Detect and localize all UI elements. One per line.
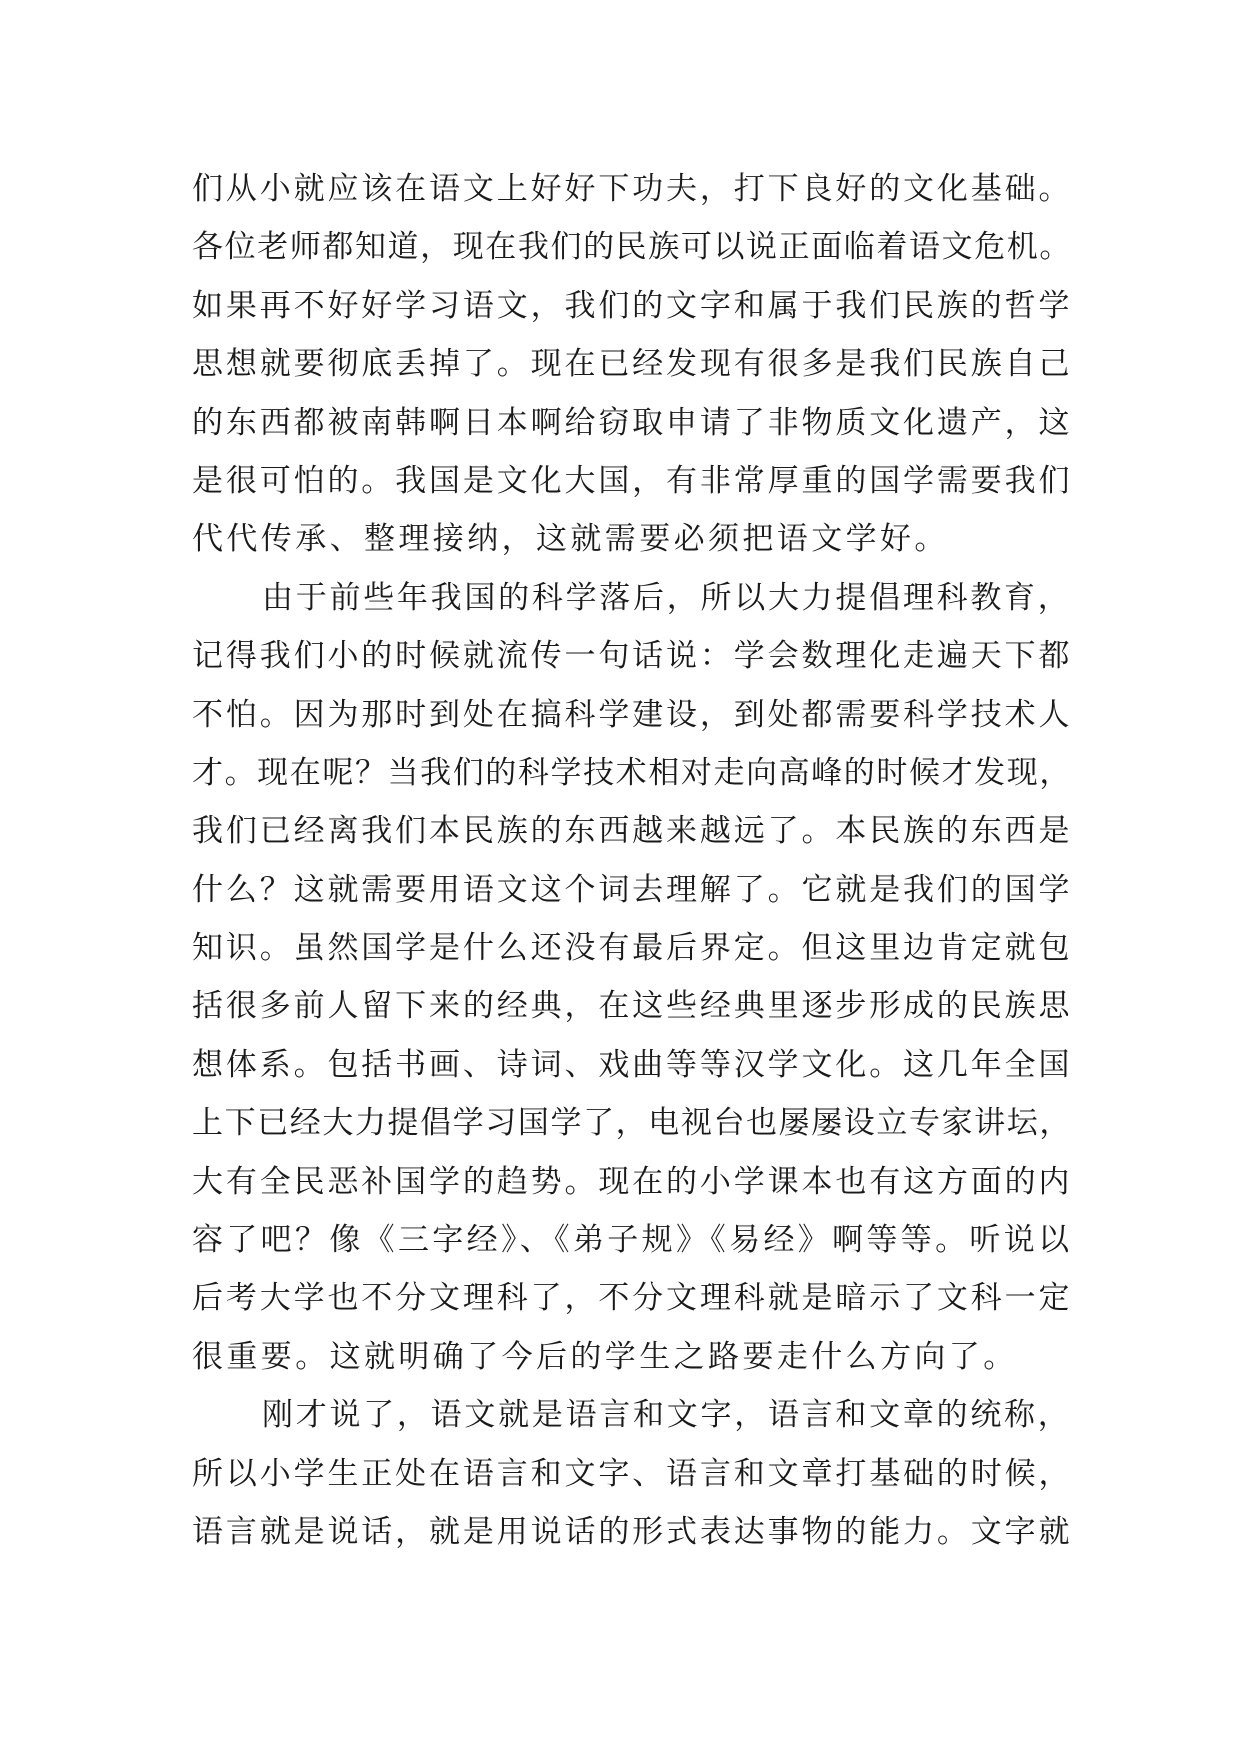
text-line: 各位老师都知道，现在我们的民族可以说正面临着语文危机。 bbox=[192, 229, 1072, 266]
text-line: 思想就要彻底丢掉了。现在已经发现有很多是我们民族自己 bbox=[192, 346, 1073, 383]
text-line: 的东西都被南韩啊日本啊给窃取申请了非物质文化遗产，这 bbox=[192, 404, 1073, 441]
paragraph-first-line: 刚才说了，语文就是语言和文字，语言和文章的统称， bbox=[262, 1397, 1072, 1434]
text-line: 括很多前人留下来的经典，在这些经典里逐步形成的民族思 bbox=[192, 988, 1073, 1025]
text-line: 代代传承、整理接纳，这就需要必须把语文学好。 bbox=[192, 521, 949, 558]
text-line: 后考大学也不分文理科了，不分文理科就是暗示了文科一定 bbox=[192, 1280, 1073, 1317]
text-line: 很重要。这就明确了今后的学生之路要走什么方向了。 bbox=[192, 1338, 1018, 1375]
text-line: 记得我们小的时候就流传一句话说：学会数理化走遍天下都 bbox=[192, 638, 1073, 675]
text-line: 知识。虽然国学是什么还没有最后界定。但这里边肯定就包 bbox=[192, 930, 1073, 967]
text-line: 才。现在呢？当我们的科学技术相对走向高峰的时候才发现， bbox=[192, 754, 1072, 791]
text-line: 什么？这就需要用语文这个词去理解了。它就是我们的国学 bbox=[192, 871, 1073, 908]
text-line: 我们已经离我们本民族的东西越来越远了。本民族的东西是 bbox=[192, 813, 1073, 850]
text-line: 不怕。因为那时到处在搞科学建设，到处都需要科学技术人 bbox=[192, 696, 1073, 733]
paragraph-first-line: 由于前些年我国的科学落后，所以大力提倡理科教育， bbox=[262, 579, 1072, 616]
text-line: 语言就是说话，就是用说话的形式表达事物的能力。文字就 bbox=[192, 1513, 1073, 1550]
text-line: 们从小就应该在语文上好好下功夫，打下良好的文化基础。 bbox=[192, 171, 1073, 207]
text-line: 想体系。包括书画、诗词、戏曲等等汉学文化。这几年全国 bbox=[192, 1046, 1073, 1083]
text-line: 容了吧？像《三字经》、《弟子规》《易经》啊等等。听说以 bbox=[192, 1222, 1073, 1259]
text-line: 如果再不好好学习语文，我们的文字和属于我们民族的哲学 bbox=[192, 287, 1073, 324]
text-line: 大有全民恶补国学的趋势。现在的小学课本也有这方面的内 bbox=[192, 1163, 1073, 1200]
document-body bbox=[192, 160, 1072, 1561]
text-line: 上下已经大力提倡学习国学了，电视台也屡屡设立专家讲坛， bbox=[192, 1105, 1072, 1142]
text-line: 是很可怕的。我国是文化大国，有非常厚重的国学需要我们 bbox=[192, 462, 1073, 499]
text-line: 所以小学生正处在语言和文字、语言和文章打基础的时候， bbox=[192, 1455, 1073, 1492]
